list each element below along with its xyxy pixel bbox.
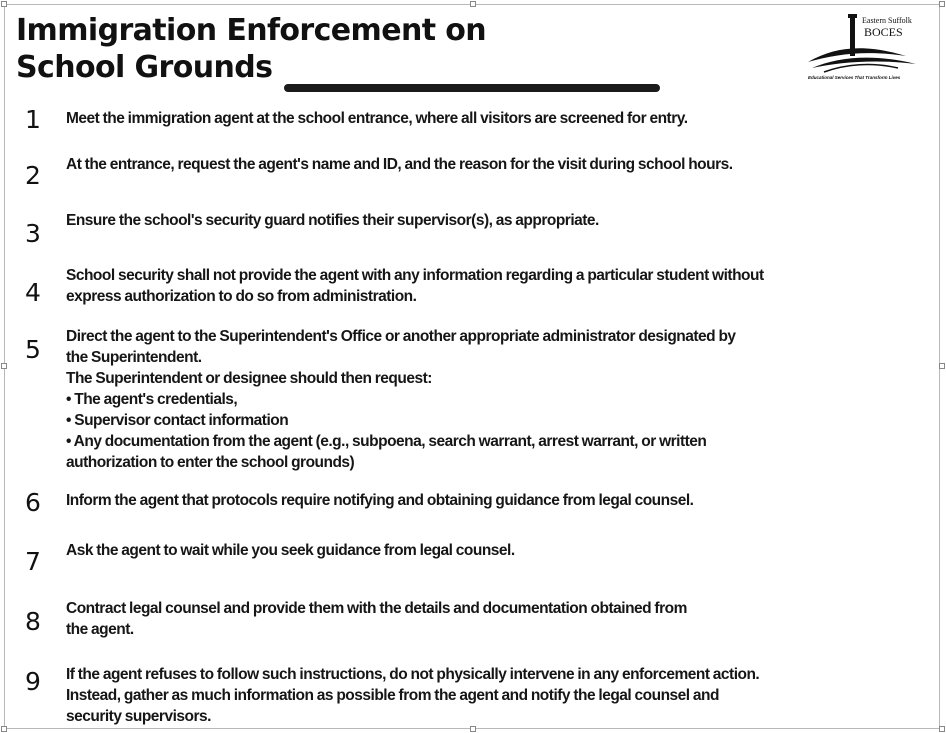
step-number: 2 xyxy=(25,161,41,190)
step-text xyxy=(66,326,936,473)
resize-handle-top-right[interactable] xyxy=(939,1,945,7)
step-text-line: the agent. xyxy=(66,621,134,638)
resize-handle-middle-right[interactable] xyxy=(939,363,945,369)
boces-logo xyxy=(806,12,930,84)
step-number: 3 xyxy=(25,219,41,248)
step-text-line: Contract legal counsel and provide them with the details and documentation obtained from xyxy=(66,600,687,617)
step-text-line: Ask the agent to wait while you seek guidance from legal counsel. xyxy=(66,542,515,559)
logo-tagline: Educational Services That Transform Lives xyxy=(808,75,901,80)
step-text xyxy=(66,598,936,640)
step-text xyxy=(66,490,936,511)
step-text-bullet: • The agent's credentials, xyxy=(66,391,238,408)
step-text-line: At the entrance, request the agent's name and ID, and the reason for the visit during school hours. xyxy=(66,156,733,173)
step-text-line: the Superintendent. xyxy=(66,349,202,366)
step-number: 9 xyxy=(25,667,41,696)
resize-handle-middle-left[interactable] xyxy=(1,363,7,369)
step-number: 8 xyxy=(25,607,41,636)
step-text xyxy=(66,210,936,231)
resize-handle-top-left[interactable] xyxy=(1,1,7,7)
step-text-line: Ensure the school's security guard notifies their supervisor(s), as appropriate. xyxy=(66,212,599,229)
resize-handle-top-middle[interactable] xyxy=(470,1,476,7)
logo-text-boces: BOCES xyxy=(864,25,903,39)
step-text xyxy=(66,154,936,175)
logo-text-eastern-suffolk: Eastern Suffolk xyxy=(862,16,912,25)
step-number: 4 xyxy=(25,278,41,307)
step-text-bullet: • Supervisor contact information xyxy=(66,412,289,429)
step-text-bullet: • Any documentation from the agent (e.g., subpoena, search warrant, arrest warrant, or written xyxy=(66,433,707,450)
step-text-line: School security shall not provide the agent with any information regarding a particular student without xyxy=(66,267,764,284)
step-number: 6 xyxy=(25,488,41,517)
step-number: 5 xyxy=(25,335,41,364)
step-text-line: The Superintendent or designee should then request: xyxy=(66,370,432,387)
step-text xyxy=(66,265,936,307)
step-text xyxy=(66,664,936,727)
resize-handle-bottom-left[interactable] xyxy=(1,726,7,732)
title-line-1: Immigration Enforcement on xyxy=(16,13,487,48)
step-number: 1 xyxy=(25,105,41,134)
step-text-line: Instead, gather as much information as possible from the agent and notify the legal counsel and xyxy=(66,687,719,704)
title-line-2: School Grounds xyxy=(16,50,273,85)
step-text-line: security supervisors. xyxy=(66,708,211,725)
step-text-line: If the agent refuses to follow such instructions, do not physically intervene in any enforcement action. xyxy=(66,666,760,683)
resize-handle-bottom-right[interactable] xyxy=(939,726,945,732)
step-text-line: Direct the agent to the Superintendent's Office or another appropriate administrator designated by xyxy=(66,328,736,345)
step-text xyxy=(66,108,936,129)
step-number: 7 xyxy=(25,547,41,576)
step-text-line: Meet the immigration agent at the school entrance, where all visitors are screened for entry. xyxy=(66,110,688,127)
title-underline xyxy=(284,84,660,92)
step-text xyxy=(66,540,936,561)
step-text-line: express authorization to do so from administration. xyxy=(66,288,417,305)
step-text-line: authorization to enter the school grounds) xyxy=(66,454,355,471)
step-text-line: Inform the agent that protocols require notifying and obtaining guidance from legal counsel. xyxy=(66,492,694,509)
page-title xyxy=(16,12,486,86)
